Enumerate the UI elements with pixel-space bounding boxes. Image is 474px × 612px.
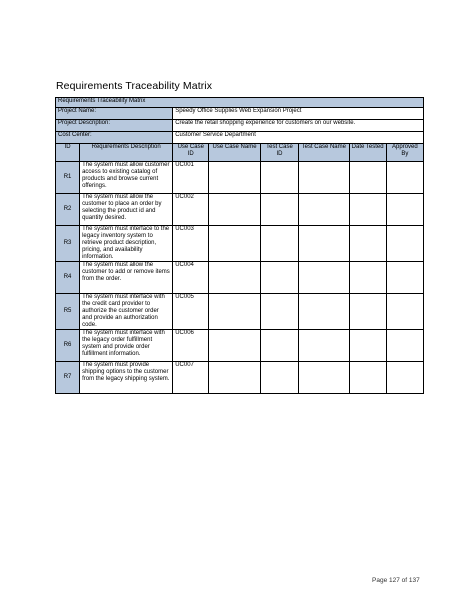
approved-by — [386, 194, 423, 226]
requirement-row — [56, 226, 424, 262]
test-case-name — [299, 294, 349, 330]
test-case-name — [299, 226, 349, 262]
requirement-description: The system must provide shipping options to the customer from the legacy shipping system. — [80, 362, 173, 394]
project-description-value: Create the retail shopping experience for customers on our website. — [173, 120, 424, 132]
use-case-name — [209, 262, 260, 294]
approved-by — [386, 362, 423, 394]
test-case-name — [299, 262, 349, 294]
cost-center-value: Customer Service Department — [173, 132, 424, 144]
traceability-matrix-table — [55, 97, 424, 394]
requirement-row — [56, 330, 424, 362]
requirement-row — [56, 262, 424, 294]
date-tested — [349, 194, 386, 226]
requirement-row — [56, 362, 424, 394]
date-tested — [349, 294, 386, 330]
use-case-name — [209, 162, 260, 194]
use-case-name — [209, 362, 260, 394]
test-case-id — [260, 194, 298, 226]
use-case-id: UC006 — [173, 330, 209, 362]
cost-center-label: Cost Center: — [56, 132, 173, 144]
use-case-id: UC004 — [173, 262, 209, 294]
column-header-date-tested: Date Tested — [349, 144, 386, 162]
approved-by — [386, 294, 423, 330]
use-case-id: UC007 — [173, 362, 209, 394]
approved-by — [386, 226, 423, 262]
date-tested — [349, 162, 386, 194]
column-header-approved-by: Approved By — [386, 144, 423, 162]
requirement-id: R1 — [56, 162, 80, 194]
approved-by — [386, 162, 423, 194]
date-tested — [349, 330, 386, 362]
use-case-id: UC003 — [173, 226, 209, 262]
requirement-id: R6 — [56, 330, 80, 362]
requirement-id: R3 — [56, 226, 80, 262]
column-header-test-case-id: Test Case ID — [260, 144, 298, 162]
requirement-description: The system must allow the customer to place an order by selecting the product id and quantity desired. — [80, 194, 173, 226]
requirement-row — [56, 162, 424, 194]
requirement-id: R7 — [56, 362, 80, 394]
project-name-value: Speedy Office Supplies Web Expansion Project — [173, 108, 424, 120]
column-header-use-case-id: Use Case ID — [173, 144, 209, 162]
column-header-test-case-name: Test Case Name — [299, 144, 349, 162]
requirement-description: The system must allow the customer to add or remove items from the order. — [80, 262, 173, 294]
use-case-name — [209, 226, 260, 262]
use-case-name — [209, 294, 260, 330]
test-case-id — [260, 294, 298, 330]
project-name-label: Project Name: — [56, 108, 173, 120]
column-header-id: ID — [56, 144, 80, 162]
column-header-requirements-description: Requirements Description — [80, 144, 173, 162]
test-case-id — [260, 262, 298, 294]
use-case-id: UC002 — [173, 194, 209, 226]
use-case-id: UC005 — [173, 294, 209, 330]
requirement-row — [56, 294, 424, 330]
use-case-id: UC001 — [173, 162, 209, 194]
test-case-id — [260, 162, 298, 194]
test-case-name — [299, 330, 349, 362]
test-case-name — [299, 362, 349, 394]
requirement-description: The system must allow customer access to existing catalog of products and browse current offerings. — [80, 162, 173, 194]
test-case-name — [299, 162, 349, 194]
requirement-row — [56, 194, 424, 226]
document-title: Requirements Traceability Matrix — [56, 80, 213, 92]
requirement-description: The system must interface with the credit card provider to authorize the customer order and provide an authorization code. — [80, 294, 173, 330]
test-case-id — [260, 362, 298, 394]
use-case-name — [209, 194, 260, 226]
test-case-id — [260, 226, 298, 262]
test-case-id — [260, 330, 298, 362]
approved-by — [386, 262, 423, 294]
column-header-use-case-name: Use Case Name — [209, 144, 260, 162]
requirement-description: The system must interface with the legacy order fulfillment system and provide order fulfillment information. — [80, 330, 173, 362]
requirement-description: The system must interface to the legacy inventory system to retrieve product description, pricing, and availability information. — [80, 226, 173, 262]
date-tested — [349, 226, 386, 262]
approved-by — [386, 330, 423, 362]
use-case-name — [209, 330, 260, 362]
project-description-label: Project Description: — [56, 120, 173, 132]
requirement-id: R4 — [56, 262, 80, 294]
requirement-id: R2 — [56, 194, 80, 226]
page-number: Page 127 of 137 — [372, 577, 420, 584]
requirement-id: R5 — [56, 294, 80, 330]
test-case-name — [299, 194, 349, 226]
date-tested — [349, 262, 386, 294]
matrix-title: Requirements Traceability Matrix — [56, 98, 424, 108]
date-tested — [349, 362, 386, 394]
